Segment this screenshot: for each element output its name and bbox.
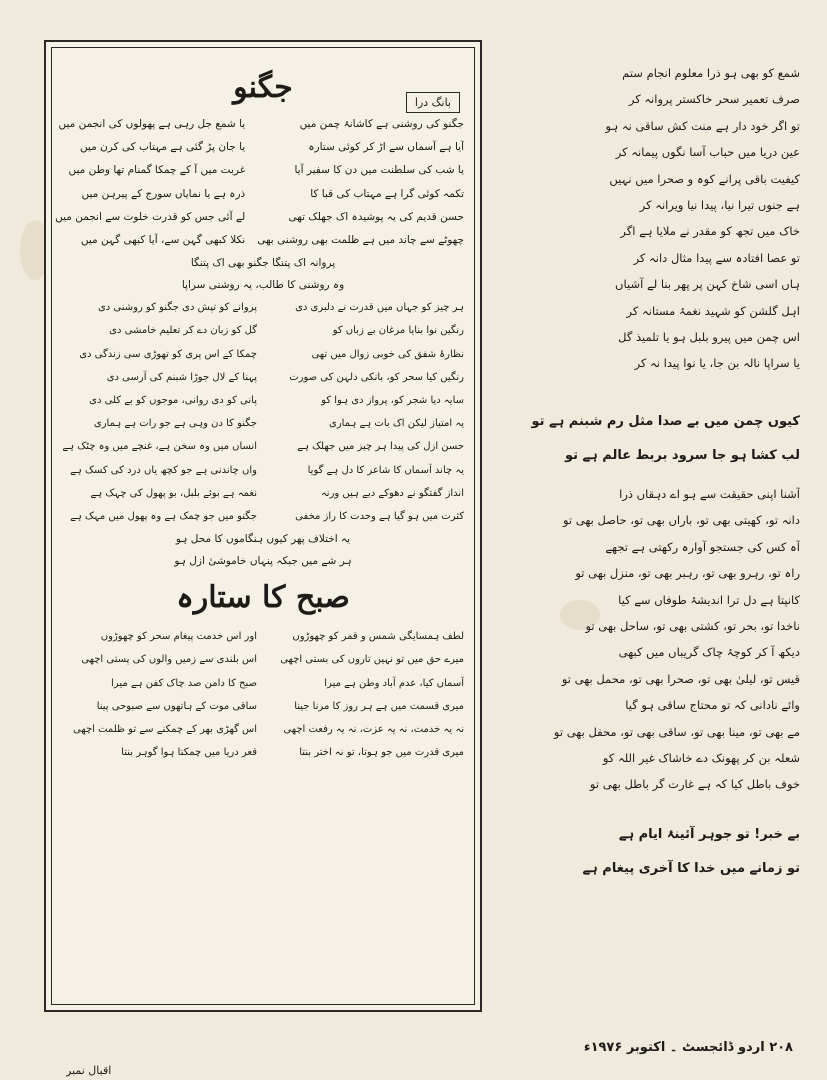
poem1b-right-column [269,296,464,528]
verse-line: تو زمانے میں خدا کا آخری پیغام ہے [582,860,800,876]
couplet [62,528,464,572]
verse-line: چمکا کے اس پری کو تھوڑی سی زندگی دی [79,348,257,360]
verse-line: لب کشا ہو جا سرود بربط عالم ہے تو [564,447,800,463]
verse-line: وائے نادانی کہ تو محتاج ساقی ہو گیا [625,698,800,713]
verse-line: پہنا کے لال جوڑا شبنم کی آرسی دی [106,371,257,383]
verse-line: یا شمع جل رہی ہے پھولوں کی انجمن میں [58,118,246,130]
couplet-line: پروانہ اک پتنگا جگنو بھی اک پتنگا [190,257,336,270]
verse-line: آہ کس کی جستجو آوارہ رکھتی ہے تجھے [605,539,800,554]
verse-line: نظارۂ شفق کی خوبی زوال میں تھی [311,348,464,360]
verse-line: پروانے کو تپش دی جگنو کو روشنی دی [97,302,257,314]
verse-line: تو اگر خود دار ہے منت کش ساقی نہ ہو [605,118,800,133]
verse-line: صبح کا دامن صد چاک کفن ہے میرا [111,677,257,689]
couplet [62,252,464,296]
verse-line: تکمہ کوئی گرا ہے مہتاب کی قبا کا [310,187,464,200]
right-text-column [500,60,800,1020]
verse-line: بے خبر! تو جوہر آئینۂ ایام ہے [618,826,800,842]
verse-line: جگنو میں جو چمک ہے وہ پھول میں مہک ہے [70,511,257,523]
verse-line: قعر دریا میں چمکتا ہوا گوہر بنتا [121,747,257,759]
verse-line: ناخدا تو، بحر تو، کشتی بھی تو، ساحل بھی تو [585,618,800,633]
verse-line: حسن ازل کی پیدا ہر چیز میں جھلک ہے [297,441,464,453]
verse-line: قیس تو، لیلیٰ بھی تو، صحرا بھی تو، محمل بھی تو [561,671,800,686]
verse-line: ذرہ ہے یا نمایاں سورج کے پیرہن میں [81,187,246,200]
poem-box [44,40,482,1012]
verse-line: صرف تعمیر سحر خاکستر پروانہ کر [628,92,800,107]
page-footer: ۲۰۸ اردو ڈائجسٹ ۔ اکتوبر ۱۹۷۶ء [583,1040,793,1055]
verse-line: میرے حق میں تو نہیں تاروں کی بستی اچھی [280,654,464,666]
verse-line: جگنو کا دن وہی ہے جو رات ہے ہماری [93,418,257,430]
verse-line: خاک میں تجھ کو مقدر نے ملایا ہے اگر [620,224,800,239]
verse-line: گل کو زبان دے کر تعلیم خامشی دی [109,325,257,337]
couplet-line: یہ اختلاف پھر کیوں ہنگاموں کا محل ہو [175,533,351,546]
verse-line: کیفیت باقی پرانے کوہ و صحرا میں نہیں [609,171,800,186]
verse-line: لطف ہمسایگی شمس و قمر کو چھوڑوں [292,631,464,643]
poem1-left-column [55,113,245,252]
verse-line: مے بھی تو، مینا بھی تو، ساقی بھی تو، محفل بھی تو [553,724,800,739]
verse-line: اور اس خدمت پیغام سحر کو چھوڑوں [100,631,257,643]
verse-line: آشنا اپنی حقیقت سے ہو اے دہقاں ذرا [619,486,800,501]
verse-line: نکلا کبھی گہن سے، آیا کبھی گہن میں [80,234,246,247]
poem1-verses [55,113,464,252]
poem1b-verses [62,296,464,528]
verse-line: اس گھڑی بھر کے چمکنے سے تو ظلمت اچھی [73,724,257,736]
verse-line: ہے جنوں تیرا نیا، پیدا نیا ویرانہ کر [639,198,800,213]
verse-line: حسن قدیم کی یہ پوشیدہ اک جھلک تھی [288,210,464,223]
poem2-left-column [62,625,257,764]
verse-line: جگنو کی روشنی ہے کاشانۂ چمن میں [299,118,464,130]
book-tag: بانگ درا [406,92,460,113]
poem1-title: جگنو [233,70,293,105]
verse-line: یہ چاند آسماں کا شاعر کا دل ہے گویا [307,464,464,476]
verse-line: خوف باطل کیا کہ ہے غارت گر باطل بھی تو [589,777,800,792]
verse-line: آیا ہے آسماں سے اڑ کر کوئی ستارہ [308,141,464,154]
verse-line: عین دریا میں حباب آسا نگوں پیمانہ کر [615,145,800,160]
verse-line: سایہ دیا شجر کو، پرواز دی ہوا کو [321,395,464,407]
stanza-block-3 [500,481,800,798]
verse-line: ہاں اسی شاخ کہن پر پھر بنا لے آشیاں [615,277,800,292]
poem1b-left-column [62,296,257,528]
verse-line: رنگیں کیا سحر کو، بانکی دلہن کی صورت [289,371,464,383]
verse-line: میری قسمت میں ہے ہر روز کا مرنا جینا [294,700,464,712]
poem2-right-column [269,625,464,764]
verse-line: انساں میں وہ سخن ہے، غنچے میں وہ چٹک ہے [62,441,257,453]
poem2-verses [62,625,464,764]
verse-line: اس بلندی سے زمیں والوں کی پستی اچھی [81,654,257,666]
verse-line: شعلہ بن کر پھونک دے خاشاک غیر اللہ کو [602,750,800,765]
verse-line: شمع کو بھی ہو ذرا معلوم انجام ستم [622,66,800,80]
verse-line: دیکھ آ کر کوچۂ چاک گریباں میں کبھی [618,645,800,660]
verse-line: اہل گلشن کو شہید نغمۂ مستانہ کر [626,303,800,318]
stanza-block-2 [500,405,800,473]
verse-line: یا سراپا نالہ بن جا، یا نوا پیدا نہ کر [634,356,800,371]
stanza-block-1 [500,60,800,377]
poem1-right-column [257,113,464,252]
verse-line: چھوٹے سے چاند میں ہے ظلمت بھی روشنی بھی [257,234,464,247]
couplet-line: وہ روشنی کا طالب، یہ روشنی سراپا [181,279,345,292]
verse-line: راہ تو، رہرو بھی تو، رہبر بھی تو، منزل بھی تو [575,566,800,581]
verse-line: ساقی موت کے ہاتھوں سے صبوحی پینا [96,700,257,712]
verse-line: کثرت میں ہو گیا ہے وحدت کا راز مخفی [295,511,464,523]
couplet-line: ہر شے میں جبکہ پنہاں خاموشیٔ ازل ہو [174,555,352,568]
stanza-block-4 [500,818,800,886]
verse-line: اس چمن میں پیرو بلبل ہو یا تلمیذ گل [618,330,800,345]
verse-line: یا جان پڑ گئی ہے مہتاب کی کرن میں [79,141,246,154]
verse-line: نہ یہ خدمت، نہ یہ عزت، نہ یہ رفعت اچھی [283,724,464,736]
verse-line: غربت میں آ کے چمکا گمنام تھا وطن میں [68,164,246,177]
verse-line: کانپتا ہے دل ترا اندیشۂ طوفاں سے کیا [618,592,800,607]
verse-line: یا شب کی سلطنت میں دن کا سفیر آیا [294,164,464,177]
verse-line: واں چاندنی ہے جو کچھ یاں درد کی کسک ہے [70,464,257,476]
verse-line: نغمہ ہے بوئے بلبل، بو پھول کی چہک ہے [90,487,257,499]
next-page-fragment: اقبال نمبر [66,1064,112,1077]
verse-line: آسماں کیا، عدم آباد وطن ہے میرا [324,677,464,689]
verse-line: دانہ تو، کھیتی بھی تو، باراں بھی تو، حاصل بھی تو [562,513,800,528]
poem2-title: صبح کا ستارہ [176,580,350,616]
verse-line: تو عصا افتادہ سے پیدا مثال دانہ کر [633,250,800,265]
verse-line: یہ امتیاز لیکن اک بات ہے ہماری [329,418,464,430]
verse-line: ہر چیز کو جہاں میں قدرت نے دلبری دی [295,302,464,314]
verse-line: کیوں چمن میں بے صدا مثل رم شبنم ہے تو [531,413,800,429]
verse-line: رنگیں نوا بنایا مرغان بے زباں کو [332,325,464,337]
verse-line: انداز گفتگو نے دھوکے دیے ہیں ورنہ [320,487,464,499]
verse-line: پانی کو دی روانی، موجوں کو بے کلی دی [89,395,257,407]
verse-line: میری قدرت میں جو ہوتا، تو نہ اختر بنتا [299,747,464,759]
verse-line: لے آئی جس کو قدرت خلوت سے انجمن میں [55,210,246,223]
